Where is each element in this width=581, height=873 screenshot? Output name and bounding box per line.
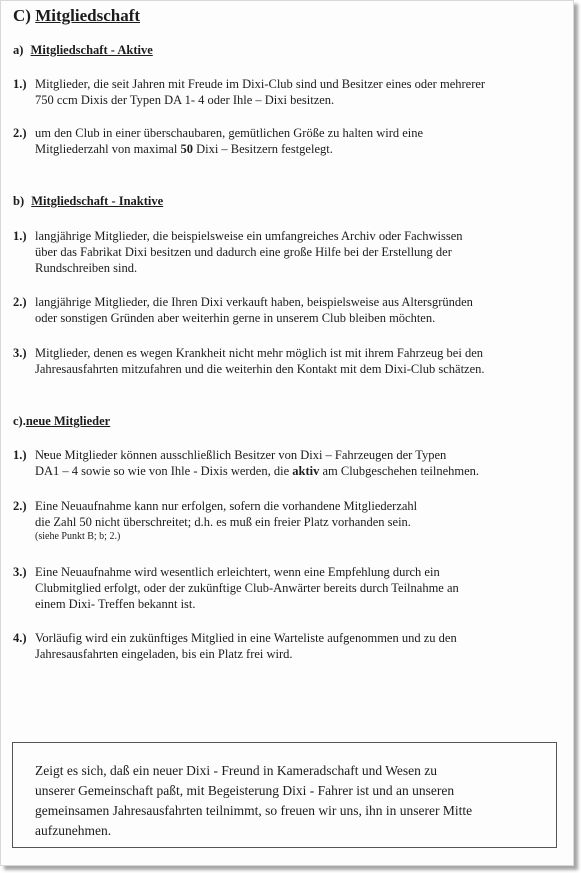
section-c-label: c).: [13, 414, 26, 428]
section-a-heading: [13, 43, 153, 58]
item-text-line: Neue Mitglieder können ausschließlich Besitzer von Dixi – Fahrzeugen der Typen: [35, 448, 447, 462]
item-text-line: langjährige Mitglieder, die Ihren Dixi verkauft haben, beispielsweise aus Altersgründen: [35, 295, 473, 309]
page-title-text: Mitgliedschaft: [35, 6, 141, 25]
item-text-line: langjährige Mitglieder, die beispielsweise ein umfangreiches Archiv oder Fachwissen: [35, 229, 463, 243]
item-number: 1.): [13, 448, 27, 462]
closing-line: gemeinsamen Jahresausfahrten teilnimmt, so freuen wir uns, ihn in unserer Mitte: [35, 803, 473, 818]
section-c-item-1: [13, 447, 558, 479]
item-text-line: Clubmitglied erfolgt, oder der zukünftige Club-Anwärter bereits durch Teilnahme an: [35, 581, 459, 595]
item-text-line: [35, 141, 558, 157]
section-b-heading: [13, 194, 163, 209]
section-a-label: a): [13, 43, 24, 57]
item-text-bold: aktiv: [292, 464, 320, 478]
item-number: 1.): [13, 229, 27, 243]
item-number: 3.): [13, 346, 27, 360]
section-a-item-2: [13, 125, 558, 157]
item-text-segment: DA1 – 4 sowie so wie von Ihle - Dixis werden, die: [35, 464, 293, 478]
item-number: 4.): [13, 631, 27, 645]
item-text-line: über das Fabrikat Dixi besitzen und dadurch eine große Hilfe bei der Erstellung der: [35, 245, 452, 259]
item-text-line: oder sonstigen Gründen aber weiterhin gerne in unserem Club bleiben möchten.: [35, 311, 436, 325]
item-text-line: Rundschreiben sind.: [35, 261, 138, 275]
item-note: (siehe Punkt B; b; 2.): [35, 531, 121, 542]
item-text-line: Mitglieder, denen es wegen Krankheit nicht mehr möglich ist mit ihrem Fahrzeug bei den: [35, 346, 483, 360]
item-text-bold: 50: [180, 142, 193, 156]
item-text-line: die Zahl 50 nicht überschreitet; d.h. es muß ein freier Platz vorhanden sein.: [35, 515, 411, 529]
item-number: 2.): [13, 499, 27, 513]
closing-line: unserer Gemeinschaft paßt, mit Begeisterung Dixi - Fahrer ist und an unseren: [35, 783, 455, 798]
section-c-heading: [13, 414, 110, 429]
item-text-line: Jahresausfahrten mitzufahren und die weiterhin den Kontakt mit dem Dixi-Club schätzen.: [35, 362, 485, 376]
section-b-label: b): [13, 194, 25, 208]
closing-line: Zeigt es sich, daß ein neuer Dixi - Freund in Kameradschaft und Wesen zu: [35, 763, 438, 778]
section-c-item-2: [13, 498, 558, 544]
closing-line: aufzunehmen.: [35, 823, 112, 838]
item-number: 3.): [13, 565, 27, 579]
item-text-line: Jahresausfahrten eingeladen, bis ein Platz frei wird.: [35, 647, 293, 661]
item-number: 2.): [13, 295, 27, 309]
closing-statement-box: [12, 742, 557, 848]
section-a-title: Mitgliedschaft - Aktive: [30, 43, 153, 57]
item-text-line: Eine Neuaufnahme wird wesentlich erleichtert, wenn eine Empfehlung durch ein: [35, 565, 440, 579]
section-c-item-4: [13, 630, 558, 662]
item-text-line: Vorläufig wird ein zukünftiges Mitglied in eine Warteliste aufgenommen und zu den: [35, 631, 457, 645]
section-c-item-3: [13, 564, 558, 612]
section-b-item-2: [13, 294, 558, 326]
page-title-prefix: C): [13, 6, 31, 25]
item-text-line: [35, 463, 558, 479]
item-number: 2.): [13, 126, 27, 140]
section-b-item-3: [13, 345, 558, 377]
item-text-line: Mitglieder, die seit Jahren mit Freude im Dixi-Club sind und Besitzer eines oder mehrerer: [35, 77, 486, 91]
item-text-segment: Dixi – Besitzern festgelegt.: [192, 142, 333, 156]
item-text-line: Eine Neuaufnahme kann nur erfolgen, sofern die vorhandene Mitgliederzahl: [35, 499, 418, 513]
section-b-title: Mitgliedschaft - Inaktive: [31, 194, 164, 208]
item-text-line: einem Dixi- Treffen bekannt ist.: [35, 597, 196, 611]
section-b-item-1: [13, 228, 558, 276]
page-title: [13, 6, 140, 26]
item-text-segment: am Clubgeschehen teilnehmen.: [319, 464, 480, 478]
section-a-item-1: [13, 76, 558, 108]
item-text-line: 750 ccm Dixis der Typen DA 1- 4 oder Ihle – Dixi besitzen.: [35, 93, 335, 107]
item-number: 1.): [13, 77, 27, 91]
item-text-line: um den Club in einer überschaubaren, gemütlichen Größe zu halten wird eine: [35, 126, 424, 140]
section-c-title: neue Mitglieder: [25, 414, 111, 428]
item-text-segment: Mitgliederzahl von maximal: [35, 142, 181, 156]
